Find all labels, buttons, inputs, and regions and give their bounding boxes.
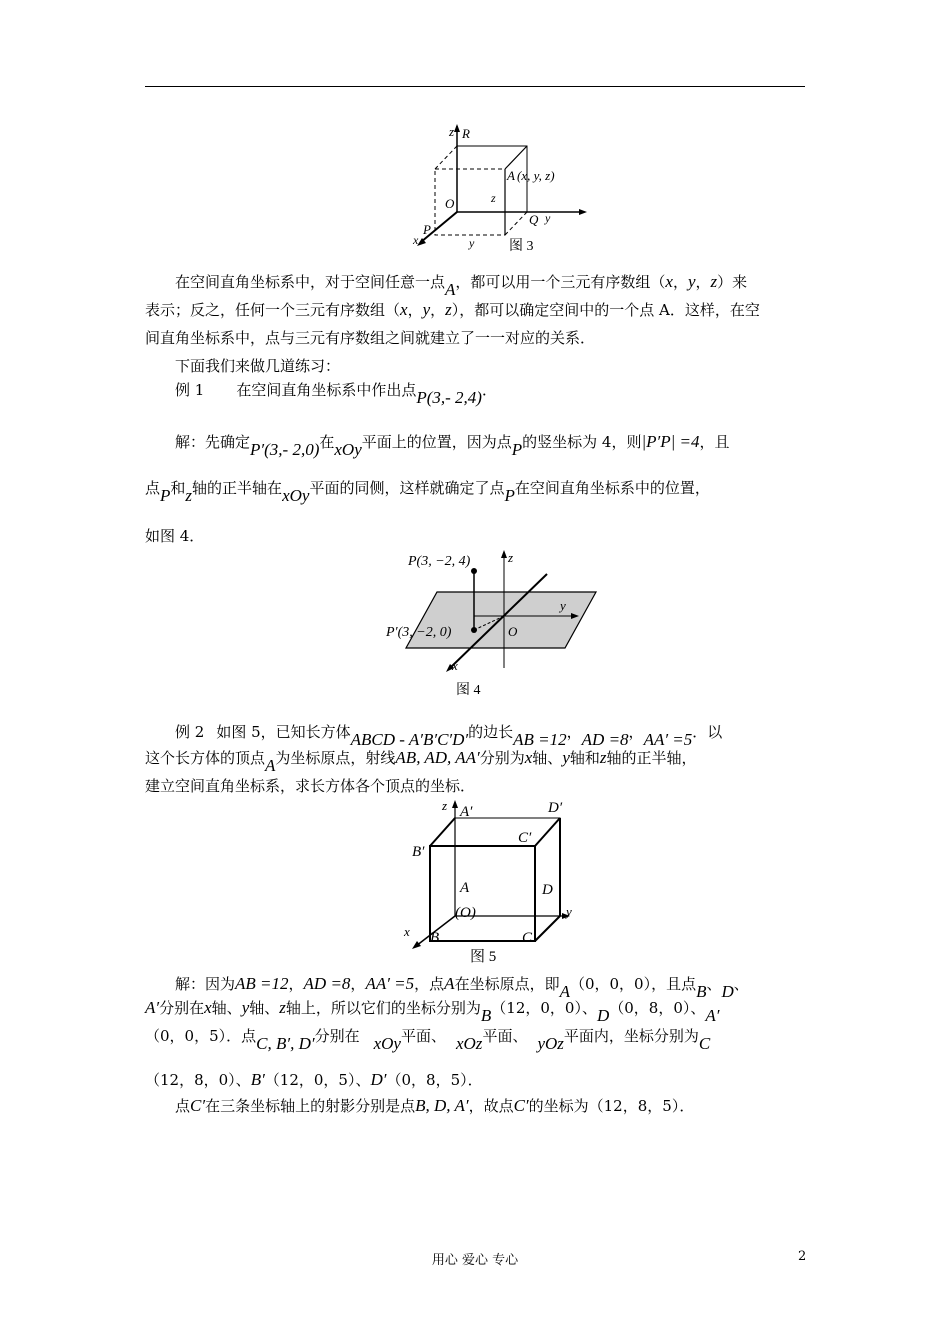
vertex-d-prime-label: D′ xyxy=(548,800,563,816)
point-q-label: Q xyxy=(529,212,539,227)
x-axis-label: x xyxy=(452,658,458,673)
figure-4-caption: 图 4 xyxy=(456,683,481,698)
point-p-prime-label: P′(3, −2, 0) xyxy=(386,625,452,640)
y-segment-label: y xyxy=(469,236,475,250)
z-segment-label: z xyxy=(491,191,496,205)
solution-1-line3: 如图 4． xyxy=(145,527,205,545)
point-a-coords: (x, y, z) xyxy=(517,168,555,183)
conclusion-line: 点C′在三条坐标轴上的射影分别是点B, D, A′，故点C′的坐标为（12，8，5）． xyxy=(175,1096,695,1115)
page-number: 2 xyxy=(798,1249,807,1264)
vertex-b-label: B xyxy=(430,930,440,946)
vertex-c-prime-label: C′ xyxy=(518,830,532,846)
point-p-label: P xyxy=(423,222,431,237)
para1-line2: 表示；反之，任何一个三元有序数组（x，y，z），都可以确定空间中的一个点 A．这样，在空 xyxy=(145,300,760,319)
solution-2-line1: 解：因为AB =12，AD =8，AA′ =5，点A在坐标原点，即A（0，0，0），且点B、D、 xyxy=(175,974,749,1001)
z-axis-label: z xyxy=(442,798,448,813)
para2: 下面我们来做几道练习： xyxy=(175,357,341,375)
solution-1-line1: 解：先确定P′(3,- 2,0)在xOy平面上的位置，因为点P的竖坐标为 4，则|P′P| =4，且 xyxy=(175,432,730,459)
figure-4 xyxy=(380,544,605,700)
vertex-a-prime-label: A′ xyxy=(460,804,473,820)
vertex-a-label: A xyxy=(460,880,470,896)
solution-2-line4: （12，8，0）、B′（12，0，5）、D′（0，8，5）． xyxy=(145,1070,483,1089)
z-axis-label: z xyxy=(508,550,514,565)
example-1: 例 1 在空间直角坐标系中作出点P(3,- 2,4)． xyxy=(175,381,497,407)
solution-1-line2: 点P和z轴的正半轴在xOy平面的同侧，这样就确定了点P在空间直角坐标系中的位置， xyxy=(145,479,710,505)
example-2-line3: 建立空间直角坐标系，求长方体各个顶点的坐标． xyxy=(145,777,476,795)
y-axis-label: y xyxy=(545,211,551,225)
figure-3 xyxy=(405,122,595,258)
z-axis-label: z xyxy=(449,124,455,139)
example-2-line2: 这个长方体的顶点A为坐标原点，射线AB, AD, AA′分别为x轴、y轴和z轴的正半轴， xyxy=(145,748,697,775)
vertex-b-prime-label: B′ xyxy=(412,844,425,860)
point-r-label: R xyxy=(462,126,470,141)
solution-2-line2: A′分别在x轴、y轴、z轴上，所以它们的坐标分别为B（12，0，0）、D（0，8，0）、A′ xyxy=(145,998,720,1025)
point-a-label: A xyxy=(507,168,515,183)
origin-label: (O) xyxy=(455,905,476,921)
origin-label: O xyxy=(508,624,518,639)
solution-2-line3: （0，0，5）．点C, B′, D′分别在 xOy平面、 xOz平面、 yOz平面内，坐标分别为C xyxy=(145,1027,711,1053)
x-axis-label: x xyxy=(404,924,410,939)
para1-line3: 间直角坐标系中，点与三元有序数组之间就建立了一一对应的关系． xyxy=(145,329,596,347)
vertex-c-label: C xyxy=(522,930,533,946)
vertex-d-label: D xyxy=(542,882,553,898)
y-axis-label: y xyxy=(560,598,566,613)
para1-line1: 在空间直角坐标系中，对于空间任意一点A，都可以用一个三元有序数组（x，y，z）来 xyxy=(175,272,748,299)
figure-5-caption: 图 5 xyxy=(470,949,497,965)
header-rule xyxy=(145,86,805,87)
footer-motto: 用心 爱心 专心 xyxy=(431,1253,519,1268)
origin-label: O xyxy=(445,196,455,211)
point-p-label: P(3, −2, 4) xyxy=(408,554,471,569)
figure-5 xyxy=(400,796,585,966)
x-axis-label: x xyxy=(413,233,419,247)
example-2-line1: 例 2 如图 5，已知长方体ABCD - A′B′C′D′的边长AB =12，AD =8，AA′ =5．以 xyxy=(175,723,723,749)
figure-3-caption: 图 3 xyxy=(509,239,534,254)
y-axis-label: y xyxy=(566,904,572,919)
